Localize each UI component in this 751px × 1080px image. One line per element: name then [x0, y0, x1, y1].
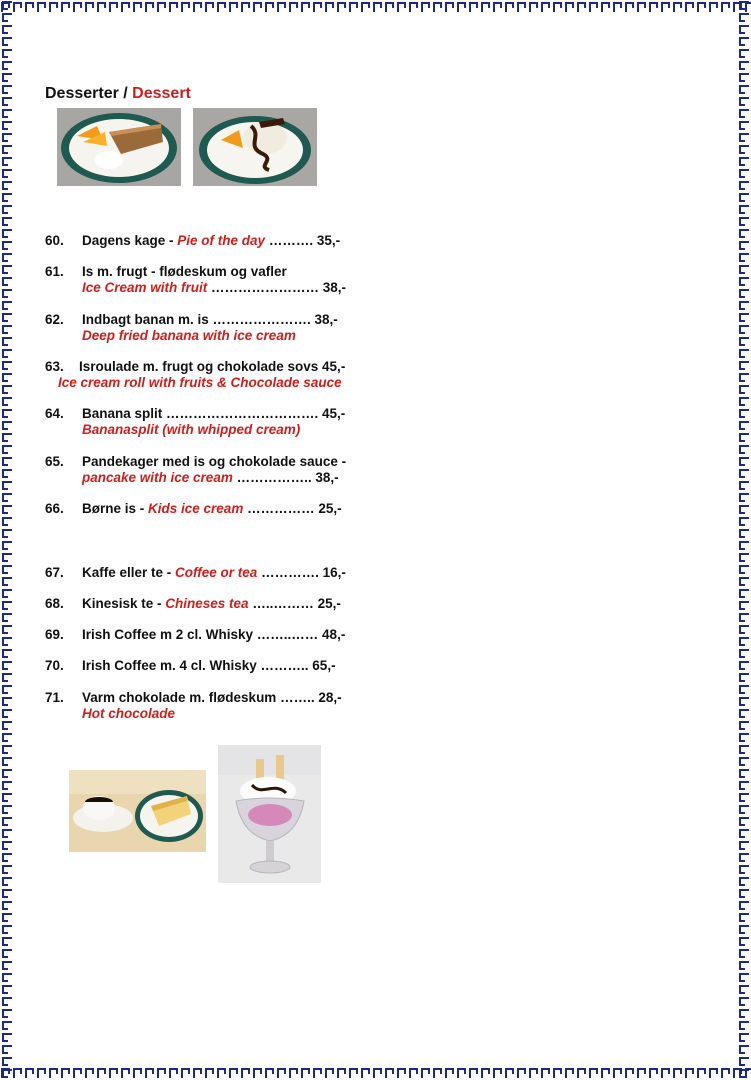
- item-number: 70.: [45, 658, 64, 673]
- item-price: …..……… 25,-: [248, 596, 341, 611]
- title-danish: Desserter: [45, 85, 119, 102]
- item-number: 67.: [45, 565, 64, 580]
- item-danish: Irish Coffee m. 4 cl. Whisky ……….. 65,-: [82, 658, 336, 673]
- item-danish: Dagens kage -: [82, 233, 178, 248]
- item-price: …………….. 38,-: [232, 470, 339, 485]
- border-top: [0, 0, 751, 14]
- menu-item-62: [0, 312, 400, 344]
- menu-item-63: [0, 359, 400, 391]
- border-bottom: [0, 1066, 751, 1080]
- item-english: Bananasplit (with whipped cream): [82, 422, 301, 437]
- border-left: [0, 0, 14, 1080]
- menu-item-71: [0, 690, 400, 722]
- item-text: [82, 596, 341, 612]
- coffee-cake-photo: [69, 770, 206, 852]
- item-number: 68.: [45, 596, 64, 611]
- menu-item-65: [0, 454, 400, 486]
- item-text: [82, 565, 346, 581]
- item-english: Ice cream roll with fruits & Chocolade sauce: [58, 375, 342, 390]
- item-danish: Kinesisk te -: [82, 596, 166, 611]
- item-english: Deep fried banana with ice cream: [82, 328, 296, 343]
- item-english: Coffee or tea: [175, 565, 258, 580]
- item-english: Chineses tea: [165, 596, 249, 611]
- item-danish: Isroulade m. frugt og chokolade sovs 45,-: [79, 359, 346, 374]
- menu-item-61: [0, 264, 400, 296]
- item-price: …………………… 38,-: [207, 280, 347, 295]
- item-english: Ice Cream with fruit: [82, 280, 208, 295]
- item-second-line: [82, 470, 339, 486]
- item-english: pancake with ice cream: [82, 470, 233, 485]
- item-english: Pie of the day: [177, 233, 266, 248]
- item-number: 66.: [45, 501, 64, 516]
- item-danish: Banana split ……………………………. 45,-: [82, 406, 346, 421]
- item-danish: Is m. frugt - flødeskum og vafler: [82, 264, 287, 279]
- menu-item-64: [0, 406, 400, 438]
- item-danish: Pandekager med is og chokolade sauce -: [82, 454, 347, 469]
- item-danish: Indbagt banan m. is …………………. 38,-: [82, 312, 338, 327]
- title-separator: /: [118, 85, 133, 102]
- dessert-photo-cake: [57, 108, 181, 186]
- item-english: Kids ice cream: [148, 501, 244, 516]
- item-number: 64.: [45, 406, 64, 421]
- page-title: [45, 85, 191, 103]
- item-danish: Irish Coffee m 2 cl. Whisky ……..…… 48,-: [82, 627, 346, 642]
- item-danish: Kaffe eller te -: [82, 565, 176, 580]
- item-danish: Børne is -: [82, 501, 149, 516]
- item-price: …………… 25,-: [243, 501, 342, 516]
- dessert-photo-icecream-plate: [193, 108, 317, 186]
- item-danish: Varm chokolade m. flødeskum …….. 28,-: [82, 690, 342, 705]
- item-number: 62.: [45, 312, 64, 327]
- item-text: [82, 501, 342, 517]
- item-number: 69.: [45, 627, 64, 642]
- item-number: 63.: [45, 359, 64, 374]
- title-english: Dessert: [132, 85, 191, 102]
- item-number: 60.: [45, 233, 64, 248]
- item-english: Hot chocolade: [82, 706, 176, 721]
- item-second-line: [82, 280, 346, 296]
- item-text: [82, 233, 340, 249]
- sundae-glass-photo: [218, 745, 321, 883]
- item-number: 71.: [45, 690, 64, 705]
- item-price: …………. 16,-: [257, 565, 346, 580]
- item-price: ………. 35,-: [265, 233, 341, 248]
- item-number: 61.: [45, 264, 64, 279]
- border-right: [737, 0, 751, 1080]
- item-number: 65.: [45, 454, 64, 469]
